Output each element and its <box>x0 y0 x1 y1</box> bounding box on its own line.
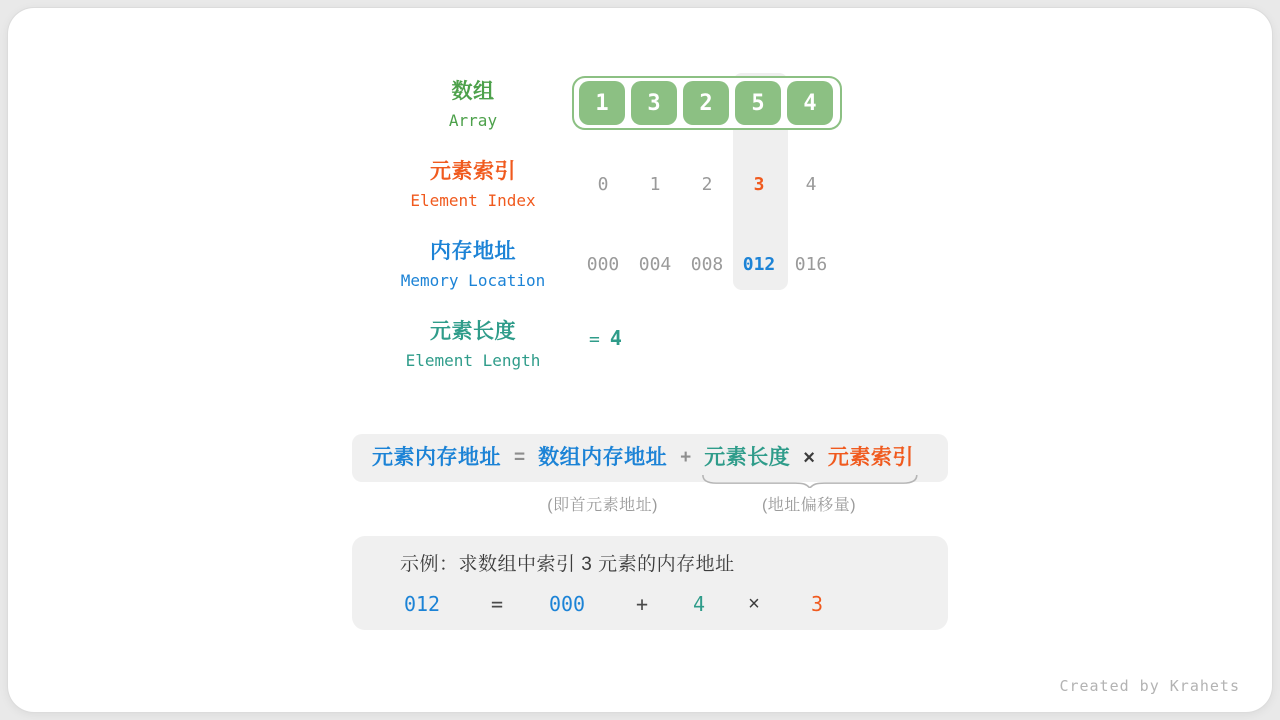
formula-times-sign: × <box>803 446 815 469</box>
example-box <box>352 536 948 630</box>
formula-box <box>352 434 948 514</box>
length-value: 4 <box>609 326 622 350</box>
memory-value: 000 <box>586 254 620 275</box>
index-value: 4 <box>805 174 817 195</box>
element-index-label-en: Element Index <box>410 191 536 210</box>
array-cell: 3 <box>631 81 677 125</box>
credit-text: Created by Krahets <box>1059 677 1240 695</box>
memory-location-label-zh: 内存地址 <box>430 240 516 263</box>
element-index-label-zh: 元素索引 <box>430 160 516 183</box>
memory-value-highlighted: 012 <box>742 254 776 275</box>
memory-value: 004 <box>638 254 672 275</box>
memory-row <box>577 255 837 275</box>
array-label-en: Array <box>448 111 498 130</box>
array-cell-highlighted: 5 <box>735 81 781 125</box>
formula-base: 数组内存地址 <box>538 446 668 469</box>
example-result: 012 <box>403 592 441 616</box>
formula-length: 元素长度 <box>704 446 791 469</box>
array-container <box>572 76 842 130</box>
base-annotation: (即首元素地址) <box>547 497 658 514</box>
length-equation <box>589 326 622 350</box>
formula-equals-sign: = <box>514 447 526 468</box>
index-value: 2 <box>701 174 713 195</box>
array-cell: 2 <box>683 81 729 125</box>
memory-value: 008 <box>690 254 724 275</box>
element-index-label <box>343 160 603 210</box>
element-length-label <box>343 320 603 370</box>
example-index: 3 <box>810 592 824 616</box>
formula-lhs: 元素内存地址 <box>372 446 501 469</box>
element-length-label-zh: 元素长度 <box>430 320 516 343</box>
index-value: 1 <box>649 174 661 195</box>
length-equals-sign: = <box>589 329 600 350</box>
example-equals-sign: = <box>490 592 504 616</box>
memory-location-label <box>343 240 603 290</box>
index-row <box>577 175 837 195</box>
formula-plus-sign: + <box>680 447 692 468</box>
example-times-sign: × <box>748 593 760 615</box>
example-plus-sign: + <box>635 592 649 616</box>
array-cell: 1 <box>579 81 625 125</box>
formula-base-group <box>538 444 668 514</box>
formula-index: 元素索引 <box>827 446 914 469</box>
index-value: 0 <box>597 174 609 195</box>
formula-offset-group <box>704 444 914 514</box>
offset-annotation: (地址偏移量) <box>761 497 857 514</box>
example-length: 4 <box>692 592 706 616</box>
example-base: 000 <box>548 592 586 616</box>
array-label <box>343 80 603 130</box>
underbrace-icon <box>702 475 918 488</box>
element-length-label-en: Element Length <box>405 351 541 370</box>
memory-location-label-en: Memory Location <box>400 271 546 290</box>
index-value-highlighted: 3 <box>753 174 765 195</box>
diagram-card <box>8 8 1272 712</box>
array-label-zh: 数组 <box>451 80 495 103</box>
memory-value: 016 <box>794 254 828 275</box>
example-title: 示例：求数组中索引 3 元素的内存地址 <box>400 554 735 575</box>
array-cell: 4 <box>787 81 833 125</box>
